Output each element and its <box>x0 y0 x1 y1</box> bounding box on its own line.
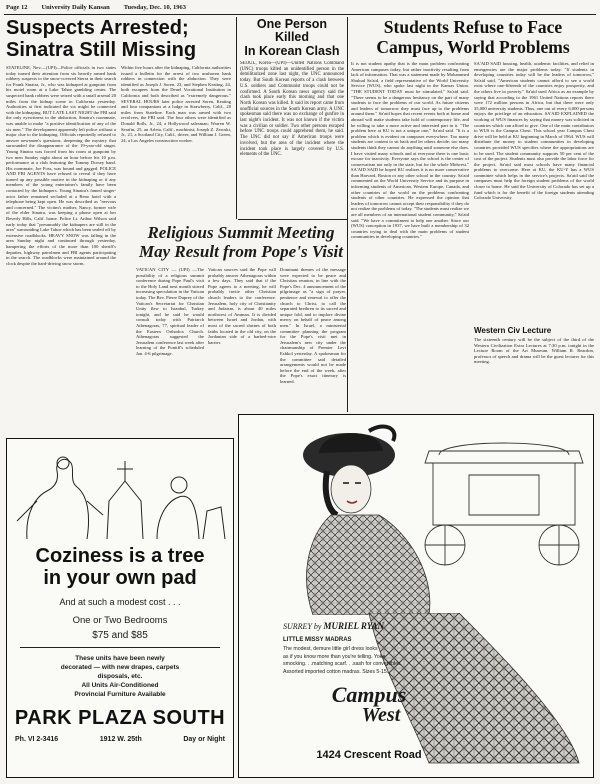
park-plaza-price: $75 and $85 <box>92 630 148 641</box>
page-number: Page 12 <box>6 4 28 11</box>
feature-4: All Units Air-Conditioned <box>81 682 159 689</box>
park-plaza-name: PARK PLAZA SOUTH <box>14 707 226 729</box>
illustration-woman-carriage-icon <box>239 415 593 615</box>
religious-headline-wide <box>136 242 346 261</box>
ad-rule <box>20 647 220 648</box>
column-rule <box>236 17 237 219</box>
sinatra-column-2: Within five hours after the kidnaping, California authorities issued a bulletin for the arrest of two unshaven bank robbers in connection with the abduction. They were identified as Joseph J. Soren, 23, and Stephen Keating, 24, both escapees from the Deuel Vocational Institution in California and both described as "extremely dangerous." SEVERAL HOURS later police arrested Soren, Keating and four companions at a lodge in Strawberry, Calif., 20 miles from Stateline. Each man was armed with two revolvers, the FBI said. The four others were identified as Donald Rolls, Jr., 24, a Hollywood salesman; Warren W. Serafin, 25, an Arleta, Calif., machinist; Joseph Z. Zeroski, Jr., 21, a Scotland City, Calif., driver, and William J. Green, 24, a Los Angeles construction worker. <box>121 65 231 143</box>
designer-name: MURIEL RYAN <box>323 621 385 631</box>
column-rule <box>347 17 348 412</box>
feature-2: decorated — with new drapes, carpets <box>60 664 180 671</box>
issue-date: Tuesday, Dec. 10, 1963 <box>123 4 186 11</box>
header-rule <box>4 14 596 15</box>
section-rule <box>238 219 348 220</box>
korea-story <box>240 18 344 216</box>
sinatra-column-1: STATELINE, Nev.—(UPI)—Police officials in two states today turned their attention from six heavily armed bank robbery suspects to the snow-covered Sierra in their search for Frank Sinatra, Jr., who was kidnaped at gunpoint from his motel room at a Lake Tahoe gambling center. The suspected bank robbers were seized with a small arsenal 20 miles from the kidnap scene in California yesterday. Authorities at first indicated the six might be connected with the kidnaping. BUT LATE LAST NIGHT the FBI said the only eyewitness to the abduction, Sinatra's roommate, was unable to make "a positive identification of any of the six men." The development apparently left police without a major clue to the kidnaping. Officials reportedly refused to answer newsmen's questions, deepening the mystery that surrounded the disappearance of the 19-year-old singer. Young Sinatra was forced from his room at gunpoint by two men Sunday night about an hour before his 10 p.m. performance at a club featuring the Tommy Dorsey band. His roommate, Joe Foss, was bound and gagged. POLICE AND FBI AGENTS have refused to reveal if they have turned up any possible motive in the kidnaping or if any members of the young entertainer's family have been contacted by the kidnapers. Young Sinatra's famed singer-actor father remained secluded at a Reno hotel with a telephone being kept open. He was described as "nervous and concerned." The victim's mother, Nancy, former wife of the elder Sinatra, was keeping a phone open at her Beverly Hills, Calif. home. Police Lt. Arthur Wilson said early today that "presumably the kidnapers are still in the area" surrounding Lake Tahoe which has been sealed off by extensive roadblocks. HEAVY SNOW was falling in the area Sunday night and continued through yesterday, hampering the efforts of the more than 100 sheriff's deputies, highway patrolmen and FBI agents participating in the search. The roadblocks were maintained around the clock despite the hard-driving snow storm. <box>6 65 116 266</box>
religious-column-1: VATICAN CITY — (UPI) —The possibility of a religious summit conference during Pope Paul's visit to the Holy Land next month stirred increasing speculation in the Vatican today. The Rev. Pierre Duprey of the Vatican's Secretariat for Christian Unity flew to Istanbul, Turkey tonight, and he said he would consult today with Patriarch Athenagoras, 77, spiritual leader of the Eastern Orthodox Church. Athenagoras suggested the Jerusalem conference last week after learning of the Pontiff's scheduled Jan. 4-6 pilgrimage. <box>136 267 204 356</box>
copy-line-4: Assorted imported cotton madras. Sizes 5-15. <box>283 668 389 675</box>
religious-column-3: Dominant themes of the message were expected to be peace and Christian reunion, in line with the Pope's Dec. 4 announcement of the pilgrimage as "a sign of prayer, penitence and renewal to offer the church to Christ, to call the separated brethren to its sacred and unique fold, and to implore divine mercy on behalf of peace among men." In Israel, a ministerial committee planning the program for the Pope's visit met in Jerusalem's new city under the chairmanship of Premier Levi Eshkol yesterday. A spokesman for the committee said detailed arrangements would not be made before the end of the week, after the Pope's exact itinerary is learned. <box>280 267 346 384</box>
students-story <box>351 17 595 412</box>
religious-column-3-visible <box>280 267 346 409</box>
feature-1: These units have been newly <box>75 655 165 662</box>
feature-3: disposals, etc. <box>97 673 143 680</box>
logo-west: West <box>361 704 401 726</box>
feature-5: Provincial Furniture Available <box>74 691 166 698</box>
religious-headline-2: May Result from Pope's Visit <box>138 242 344 261</box>
students-column-2: SA'AID SAID housing, health, academic facilities, and relief in emergencies are the major problems today. "If students in developing countries today will be the leaders of tomorrow," Sa'aid said, "American students cannot afford to see a world exist where one-fifteenth of the countries enjoy prosperity, and the others live in poverty." Sa'aid used Africa as an example by saying that according to the 1961 United Nations reports there were 172 million persons in Africa, but that there were only 35,000 university students. Thus, one out of every 6,000 persons enjoys the privilege of an education. SA'AID EXPLAINED the working of WUS finances by saying that money was solicited in countries which can afford to give. One of the main contributors to WUS is the Campus Chest. This school year Campus Chest drive will be held at KU beginning in March of 1964. WUS will distribute the money to student communities in developing countries provided WUS specifies where the appropriations are to be used. The student community supports 50 per cent of the cost of the project. Students must also provide the labor force for the project. Sa'aid said most schools have many financial problems to overcome. Here at KU, the KU-Y has a WUS committee which helps in the service's projects. Sa'aid said the campuses must help the foreign student problems of the world closer to home. He said the University of Colorado has set up a fund which is for the benefit of the foreign students attending Colorado University. <box>474 61 594 201</box>
park-plaza-headline-1: Coziness is a tree <box>35 545 205 567</box>
korea-headline-2: In Korean Clash <box>244 44 340 58</box>
park-plaza-contact <box>7 736 233 743</box>
paper-name: University Daily Kansan <box>41 4 110 11</box>
copy-line-1: The modest, demure little girl dress looks <box>283 646 378 653</box>
park-plaza-hours: Day or Night <box>183 736 225 743</box>
students-headline-2: Campus, World Problems <box>376 37 570 57</box>
students-column-1: It is not student apathy that is the main problem confronting American campuses today, but rather inactivity resulting from lack of information. That was a statement made by Mohammed Shuhud Sa'aid, a field representative of the World University Service (WUS), who spoke last night in the Kansas Union. "THE STUDENT TODAY must be stimulated," Sa'aid said. "There seems to be a dangerous hesitancy on the part of many students to face the problems of our world. As future citizens and leaders of tomorrow they must face up to the problems around them." Sa'aid hopes that recent events both at home and abroad will make students take hold of contemporary life, and be willing to take a more active and interested part in it. "The problem here at KU is not a unique one," Sa'aid said. "It is a problem which is evident on campuses everywhere. Too many students are content to sit back and let others decide; too many students think they cannot do anything until someone else does. I have visited many schools and at everyone there is one basic excuse for inactivity. Everyone says the school is the center of conservatism not only in the state, but for the whole Midwest." SA'AID SAID he hoped KU realizes it is no more conservative than Harvard, Boston or any other school in the country. Sa'aid commented on the World University Service and its purpose in informing students of American, Western Europe, Canada, and other countries of the world on the problems confronting students of other countries. He expressed the opinion that leaders of tomorrow cannot accept their responsibility if they do not realize the problems of today. "The students must realize we are all members of an international student community," Sa'aid said. "We have a commitment to help one another. Since our (WUS) conception in 1937, we have built a membership of 32 countries trying to deal with the main problems of student communities in developing countries." <box>351 61 469 240</box>
campus-west-ad <box>238 414 594 778</box>
park-plaza-line-1: And at such a modest cost . . . <box>59 597 181 607</box>
religious-column-2: Vatican sources said the Pope will probably answer Athenagoras within a few days. They said that if the Pope agrees to a meeting, he will probably invite other Christian church leaders to the conference. Jerusalem, holy city of Christianity and Judaism, is about 40 miles northwest of Amman. It is divided between Israel and Jordan, with most of the sacred shrines of both faiths located in the old city, on the Jordanian side of a barbed-wire barrier. <box>208 267 276 345</box>
lecture-headline: Western Civ Lecture <box>474 326 552 335</box>
korea-text: SEOUL, Korea—(UPI)—United Nations Command (UNC) troops killed an unidentified person in the demilitarized zone last night, the UNC announced today. But South Korean reports of a clash between U.S. soldiers and Communist troops could not be confirmed. A South Korean news agency said the clash took place early this morning and that one North Korean was killed. It said its report came from unofficial sources in the South Korean army. A UNC spokesman said there was no exchange of gunfire in last night's incident. It was not known if the victim was a civilian or soldier. Two other persons escaped before UNC troops could apprehend them, he said. The UNC did not say if American troops were involved, but the area of the incident where the incident took place is largely covered by U.S. elements of the UNC. <box>240 61 344 158</box>
page-header <box>6 4 594 14</box>
copy-line-3: smocking. . .matching scarf. . .sash for convertibles. <box>283 661 403 668</box>
lecture-text: The sixteenth century will be the subject of the third of the Western Civilization Extra Lectures at 7:30 p.m. tonight in the Lecture Room of the Art Museum. William R. Reardon, professor of speech and drama will be the guest lecturer for this meeting. <box>474 337 594 365</box>
park-plaza-headline-2: in your own pad <box>43 567 197 589</box>
park-plaza-features <box>7 654 233 699</box>
campus-west-address: 1424 Crescent Road <box>316 749 422 761</box>
park-plaza-ad <box>6 438 234 778</box>
illustration-figures-icon <box>7 441 231 545</box>
park-plaza-line-2: One or Two Bedrooms <box>72 615 168 626</box>
religious-headline-1: Religious Summit Meeting <box>147 223 335 242</box>
park-plaza-address: 1912 W. 25th <box>99 736 142 743</box>
product-name: LITTLE MISSY MADRAS <box>283 637 352 643</box>
sinatra-headline-1: Suspects Arrested; <box>6 17 189 39</box>
campus-west-copy <box>283 637 433 676</box>
campus-west-logo <box>309 682 429 726</box>
surrey-line <box>283 621 384 631</box>
korea-headline-1: One Person Killed <box>256 18 328 44</box>
students-headline-1: Students Refuse to Face <box>383 17 563 37</box>
park-plaza-phone: Ph. VI 2-3416 <box>15 736 59 743</box>
copy-line-2: as if you know more than you're telling. Yoke <box>283 653 386 660</box>
logo-campus: Campus <box>331 682 407 707</box>
surrey-by: SURREY by <box>283 622 322 631</box>
sinatra-headline-2: Sinatra Still Missing <box>6 39 197 61</box>
